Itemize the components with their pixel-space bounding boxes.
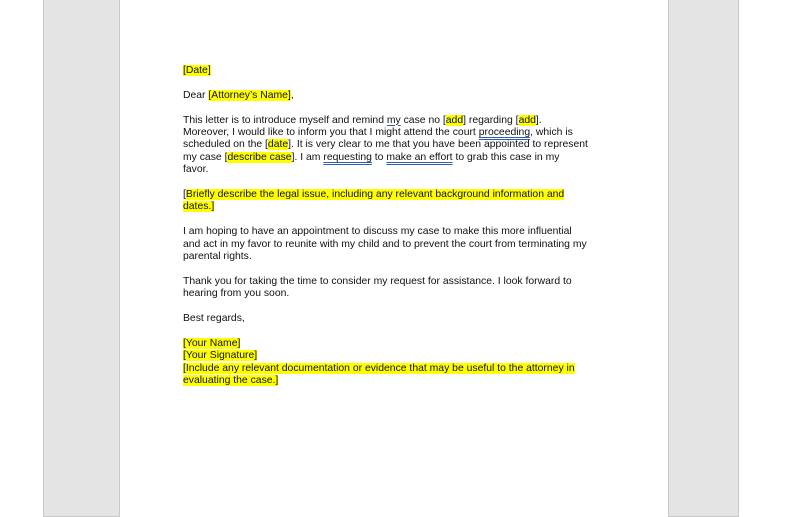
- text: This letter is to introduce myself and remind: [183, 114, 387, 126]
- closing-line: Best regards,: [183, 313, 245, 325]
- case-no-placeholder: add: [445, 114, 464, 126]
- signature-block: [183, 338, 623, 388]
- intro-paragraph: [183, 115, 623, 177]
- legal-issue-placeholder: Briefly describe the legal issue, including any relevant background information and: [185, 189, 565, 201]
- text: ] regarding [: [463, 114, 519, 126]
- text: Thank you for taking the time to consider my request for assistance. I look forward to: [183, 275, 572, 287]
- text: ].: [535, 114, 542, 126]
- your-signature-placeholder: [Your Signature]: [183, 350, 258, 362]
- text: to grab this case in my: [452, 151, 560, 163]
- text: case no [: [400, 114, 446, 126]
- legal-issue-placeholder: dates.: [183, 201, 212, 213]
- date-placeholder: [Date]: [183, 65, 211, 76]
- text: scheduled on the [: [183, 139, 268, 151]
- letter-body[interactable]: [183, 65, 623, 387]
- grammar-flag: requesting: [323, 151, 372, 163]
- legal-issue-paragraph: [183, 189, 623, 214]
- text: ]. It is very clear to me that you have been appointed to represent: [288, 139, 588, 151]
- greeting-line: [183, 90, 623, 102]
- grammar-flag: my: [386, 114, 401, 126]
- text: and act in my favor to reunite with my child and to prevent the court from terminating my: [183, 238, 587, 250]
- text: parental rights.: [183, 251, 252, 263]
- attorney-name-placeholder: [Attorney’s Name]: [208, 89, 291, 101]
- appointment-paragraph: [183, 226, 623, 263]
- text: Moreover, I would like to inform you that I might attend the court: [183, 127, 479, 138]
- text: I am hoping to have an appointment to discuss my case to make this more influential: [183, 226, 572, 238]
- grammar-flag: make an effort: [386, 151, 453, 163]
- text: hearing from you soon.: [183, 288, 290, 300]
- greeting-suffix: ,: [290, 89, 294, 101]
- grammar-flag: proceeding: [478, 127, 531, 138]
- thanks-paragraph: [183, 276, 623, 301]
- text: ]: [211, 201, 215, 213]
- date-line: [183, 65, 623, 77]
- text: favor.: [183, 164, 209, 176]
- your-name-placeholder: [Your Name]: [183, 337, 241, 349]
- documentation-placeholder: [Include any relevant documentation or evidence that may be useful to the attorney in: [183, 362, 575, 374]
- regarding-placeholder: add: [518, 114, 536, 126]
- text: ]. I am: [291, 151, 324, 163]
- documentation-placeholder: evaluating the case.]: [183, 375, 279, 387]
- hearing-date-placeholder: date: [267, 139, 289, 151]
- text: to: [371, 151, 387, 163]
- text: [: [183, 189, 186, 201]
- text: my case [: [183, 151, 228, 163]
- describe-case-placeholder: describe case: [227, 151, 292, 163]
- text: , which is: [530, 127, 573, 138]
- greeting-prefix: Dear: [183, 89, 209, 101]
